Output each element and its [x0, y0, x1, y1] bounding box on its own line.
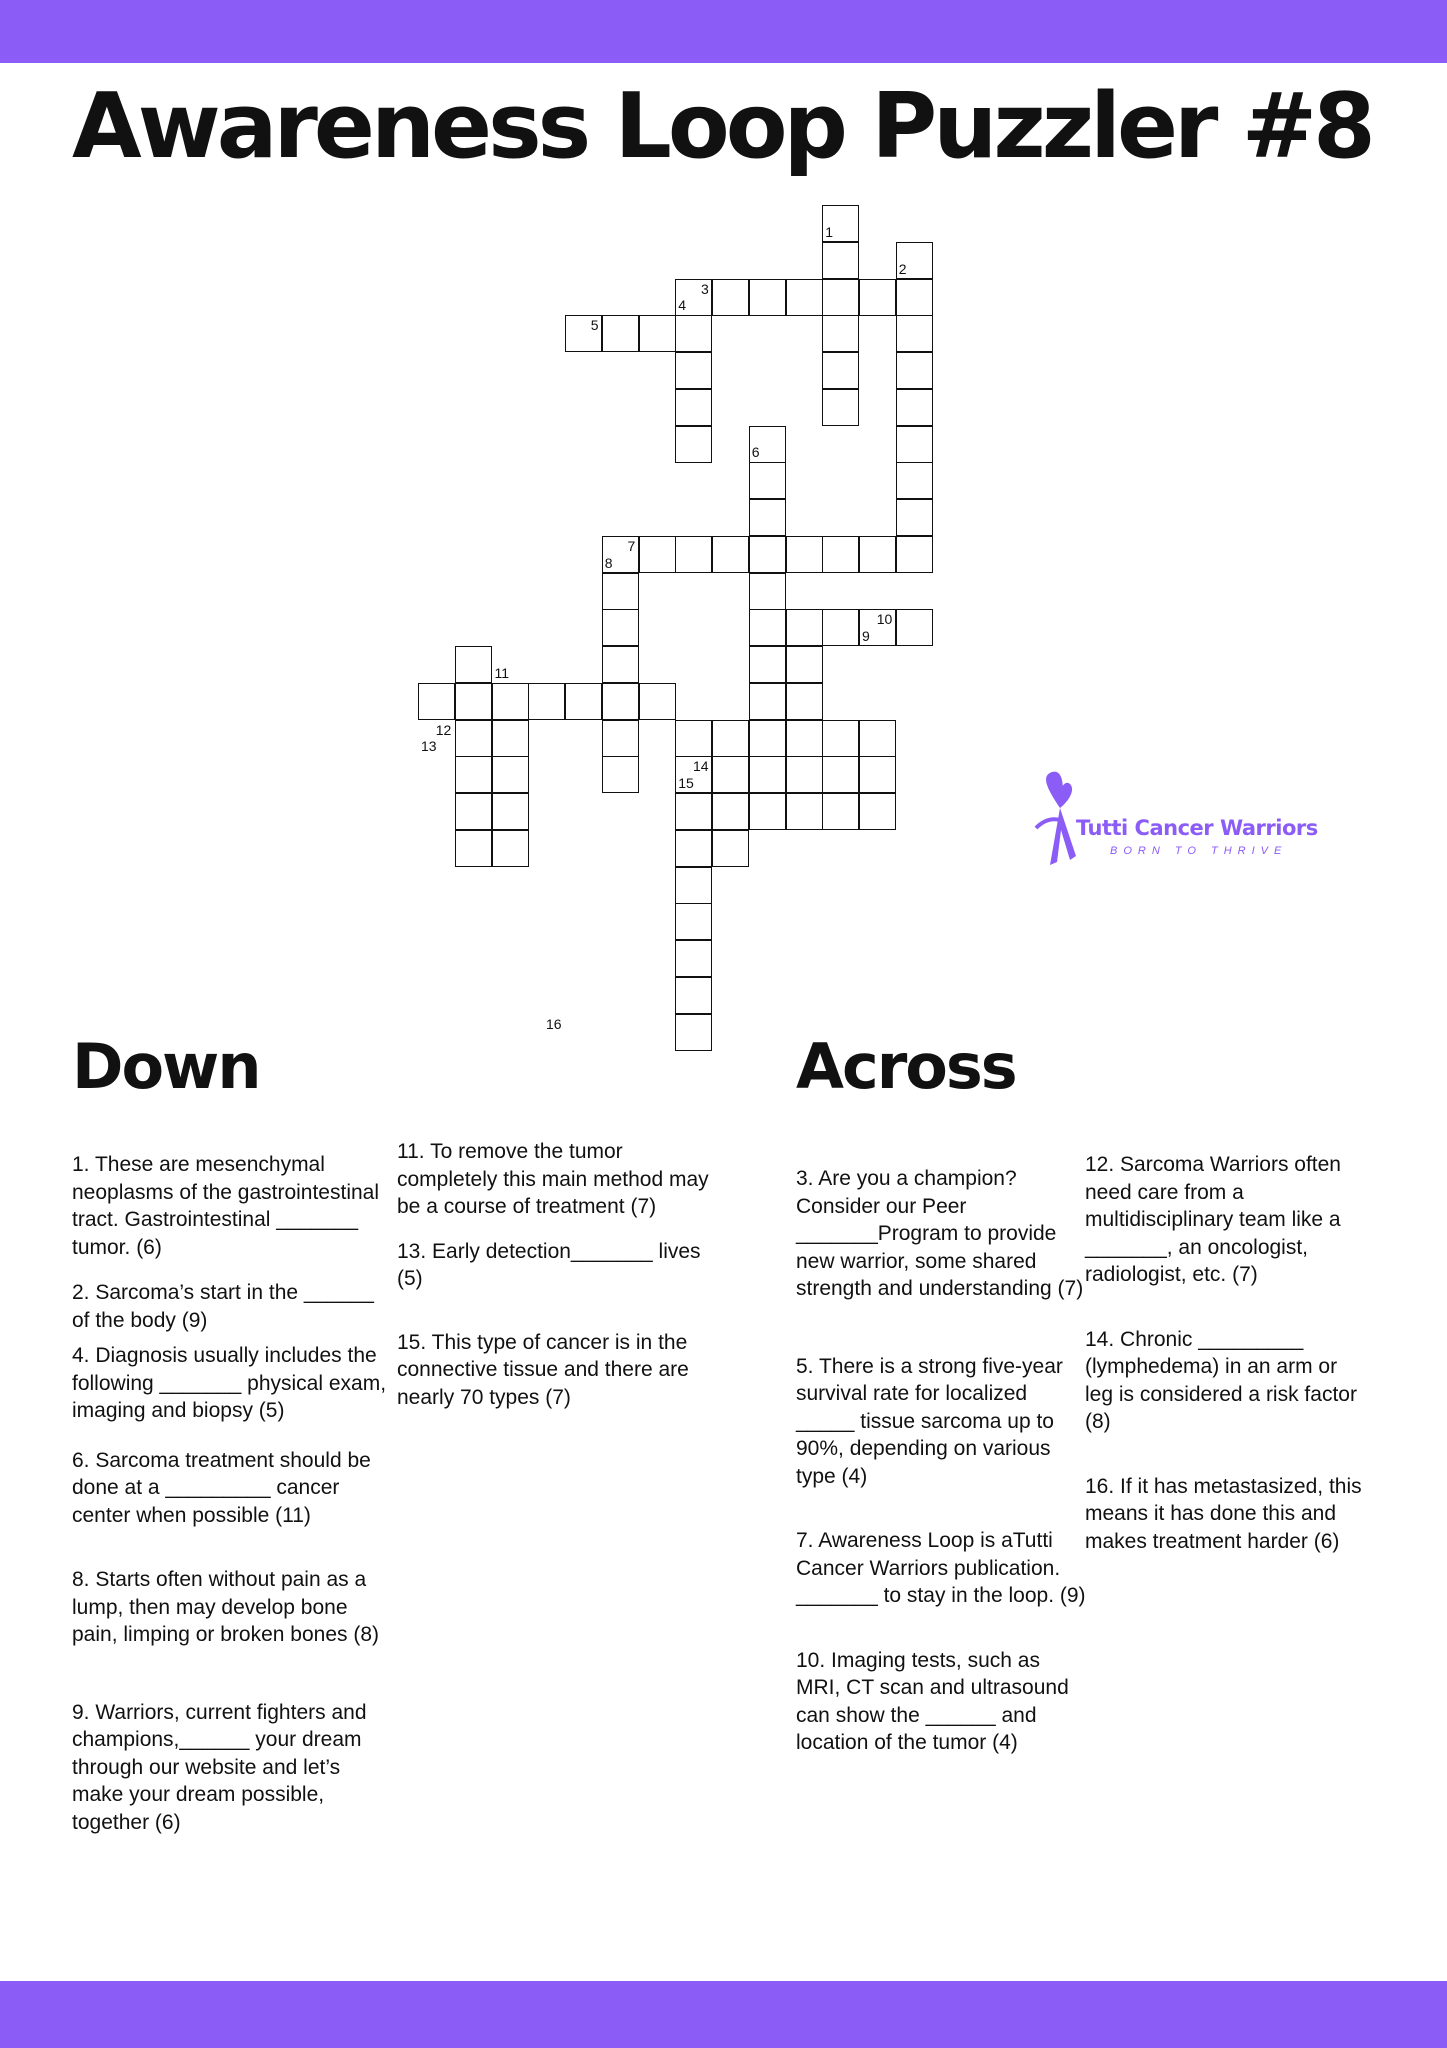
across-clues-column-1	[796, 1165, 1086, 1757]
grid-cell[interactable]	[896, 389, 933, 426]
grid-cell[interactable]	[822, 315, 859, 352]
grid-cell[interactable]	[896, 462, 933, 499]
grid-cell[interactable]	[492, 683, 529, 720]
grid-cell[interactable]	[639, 315, 676, 352]
clue-down-9: 9. Warriors, current fighters and champions,______ your dream through our website and let’s make your dream possible, together (6)	[72, 1700, 367, 1834]
across-heading: Across	[796, 1030, 1016, 1103]
grid-cell[interactable]	[896, 279, 933, 316]
grid-cell[interactable]	[786, 683, 823, 720]
grid-cell[interactable]	[822, 352, 859, 389]
grid-cell[interactable]	[749, 756, 786, 793]
grid-cell[interactable]	[675, 426, 712, 463]
down-heading: Down	[72, 1030, 260, 1103]
grid-cell[interactable]	[749, 720, 786, 757]
clue-number: 7	[627, 537, 636, 554]
grid-cell[interactable]	[712, 279, 749, 316]
clue-number: 2	[898, 260, 907, 277]
clue-number: 16	[546, 1015, 562, 1032]
grid-cell[interactable]	[749, 646, 786, 683]
grid-cell[interactable]	[492, 793, 529, 830]
grid-cell[interactable]	[822, 536, 859, 573]
grid-cell[interactable]	[822, 720, 859, 757]
clue-number: 15	[678, 775, 694, 791]
grid-cell[interactable]	[602, 720, 639, 757]
clue-number: 12	[435, 721, 452, 738]
grid-cell[interactable]	[675, 793, 712, 830]
clue-number: 10	[876, 611, 893, 628]
grid-cell[interactable]	[675, 940, 712, 977]
page-title: Awareness Loop Puzzler #8	[72, 74, 1372, 179]
clue-down-13: 13. Early detection_______ lives (5)	[397, 1239, 701, 1290]
grid-cell[interactable]	[675, 720, 712, 757]
clue-number: 11	[494, 664, 510, 681]
grid-cell[interactable]	[602, 609, 639, 646]
grid-cell[interactable]	[896, 609, 933, 646]
clue-down-8: 8. Starts often without pain as a lump, then may develop bone pain, limping or broken bones (8)	[72, 1568, 380, 1646]
grid-cell[interactable]	[859, 279, 896, 316]
clue-down-15: 15. This type of cancer is in the connective tissue and there are nearly 70 types (7)	[397, 1330, 689, 1409]
clue-across-16: 16. If it has metastasized, this means it has done this and makes treatment harder (6)	[1085, 1474, 1362, 1553]
grid-cell[interactable]	[896, 499, 933, 536]
clue-across-12: 12. Sarcoma Warriors often need care from a multidisciplinary team like a _______, an oncologist, radiologist, etc. (7)	[1085, 1153, 1341, 1286]
grid-cell[interactable]	[455, 793, 492, 830]
clue-across-14: 14. Chronic _________ (lymphedema) in an arm or leg is considered a risk factor (8)	[1085, 1327, 1357, 1433]
clue-down-2: 2. Sarcoma’s start in the ______ of the body (9)	[72, 1281, 374, 1332]
grid-cell[interactable]	[712, 756, 749, 793]
grid-cell[interactable]	[639, 683, 676, 720]
grid-cell[interactable]	[896, 536, 933, 573]
grid-cell[interactable]	[675, 389, 712, 426]
grid-cell[interactable]	[859, 720, 896, 757]
grid-cell[interactable]	[602, 315, 639, 352]
grid-cell[interactable]	[749, 499, 786, 536]
clue-down-4: 4. Diagnosis usually includes the following _______ physical exam, imaging and biopsy (5)	[72, 1344, 387, 1422]
grid-cell[interactable]	[675, 830, 712, 867]
grid-cell[interactable]	[749, 536, 786, 573]
grid-cell[interactable]	[675, 315, 712, 352]
grid-cell[interactable]	[786, 536, 823, 573]
grid-cell[interactable]	[602, 573, 639, 610]
grid-cell[interactable]	[749, 462, 786, 499]
grid-cell[interactable]	[749, 683, 786, 720]
grid-cell[interactable]	[565, 683, 602, 720]
grid-cell[interactable]	[455, 683, 492, 720]
clue-down-1: 1. These are mesenchymal neoplasms of the gastrointestinal tract. Gastrointestinal _______ tumor. (6)	[72, 1153, 380, 1259]
grid-cell[interactable]	[492, 756, 529, 793]
grid-cell[interactable]	[492, 720, 529, 757]
grid-cell[interactable]	[455, 830, 492, 867]
grid-cell[interactable]	[528, 683, 565, 720]
grid-cell[interactable]	[675, 352, 712, 389]
across-clues-column-2	[1085, 1151, 1370, 1555]
grid-cell[interactable]	[602, 683, 639, 720]
grid-cell[interactable]	[675, 867, 712, 904]
grid-cell[interactable]	[675, 536, 712, 573]
grid-cell[interactable]	[896, 315, 933, 352]
clue-across-7: 7. Awareness Loop is aTutti Cancer Warriors publication. _______ to stay in the loop. (9)	[796, 1529, 1086, 1607]
grid-cell[interactable]	[822, 609, 859, 646]
grid-cell[interactable]	[786, 720, 823, 757]
grid-cell[interactable]	[822, 242, 859, 279]
logo-tagline: BORN TO THRIVE	[1110, 845, 1288, 857]
clue-number: 5	[590, 317, 599, 334]
grid-cell[interactable]	[455, 756, 492, 793]
grid-cell[interactable]	[712, 793, 749, 830]
grid-cell[interactable]	[822, 279, 859, 316]
grid-cell[interactable]	[786, 793, 823, 830]
grid-cell[interactable]	[786, 646, 823, 683]
grid-cell[interactable]	[455, 646, 492, 683]
grid-cell[interactable]	[602, 756, 639, 793]
clue-number: 4	[678, 297, 687, 314]
grid-cell[interactable]	[712, 720, 749, 757]
grid-cell[interactable]	[749, 609, 786, 646]
grid-cell[interactable]	[822, 389, 859, 426]
clue-down-11: 11. To remove the tumor completely this main method may be a course of treatment (7)	[397, 1140, 709, 1218]
grid-cell[interactable]	[749, 793, 786, 830]
logo-wordmark: Tutti Cancer Warriors	[1076, 816, 1318, 840]
clue-number: 1	[825, 223, 834, 240]
grid-cell[interactable]	[859, 756, 896, 793]
grid-cell[interactable]	[675, 903, 712, 940]
grid-cell[interactable]	[492, 830, 529, 867]
grid-cell[interactable]	[786, 609, 823, 646]
grid-cell[interactable]	[859, 536, 896, 573]
grid-cell[interactable]	[639, 536, 676, 573]
grid-cell[interactable]	[822, 793, 859, 830]
grid-cell[interactable]	[602, 646, 639, 683]
grid-cell[interactable]	[822, 756, 859, 793]
clue-across-3: 3. Are you a champion? Consider our Peer _______Program to provide new warrior, some shared strength and understanding (7)	[796, 1167, 1084, 1300]
clue-down-6: 6. Sarcoma treatment should be done at a _________ cancer center when possible (11)	[72, 1448, 371, 1527]
grid-cell[interactable]	[712, 830, 749, 867]
grid-cell[interactable]	[675, 1014, 712, 1051]
clue-across-5: 5. There is a strong five-year survival rate for localized _____ tissue sarcoma up to 90%, depending on various type (4)	[796, 1354, 1063, 1488]
grid-cell[interactable]	[418, 683, 455, 720]
grid-cell[interactable]	[896, 426, 933, 463]
clue-number: 8	[604, 554, 613, 571]
grid-cell[interactable]	[896, 352, 933, 389]
grid-cell[interactable]	[712, 536, 749, 573]
clue-across-10: 10. Imaging tests, such as MRI, CT scan and ultrasound can show the ______ and location of the tumor (4)	[796, 1648, 1069, 1754]
down-clues-column-1	[72, 1151, 392, 1836]
clue-number: 6	[751, 444, 760, 461]
clue-number: 14	[693, 758, 709, 775]
clue-number: 9	[862, 628, 870, 644]
grid-cell[interactable]	[749, 279, 786, 316]
down-clues-column-2	[397, 1138, 722, 1411]
grid-cell[interactable]	[675, 977, 712, 1014]
clue-number: 13	[421, 738, 437, 755]
grid-cell[interactable]	[749, 573, 786, 610]
brand-logo	[1030, 770, 1330, 870]
grid-cell[interactable]	[859, 793, 896, 830]
bottom-banner	[0, 1981, 1447, 2048]
clue-number: 3	[701, 280, 709, 297]
grid-cell[interactable]	[786, 279, 823, 316]
grid-cell[interactable]	[455, 720, 492, 757]
grid-cell[interactable]	[786, 756, 823, 793]
